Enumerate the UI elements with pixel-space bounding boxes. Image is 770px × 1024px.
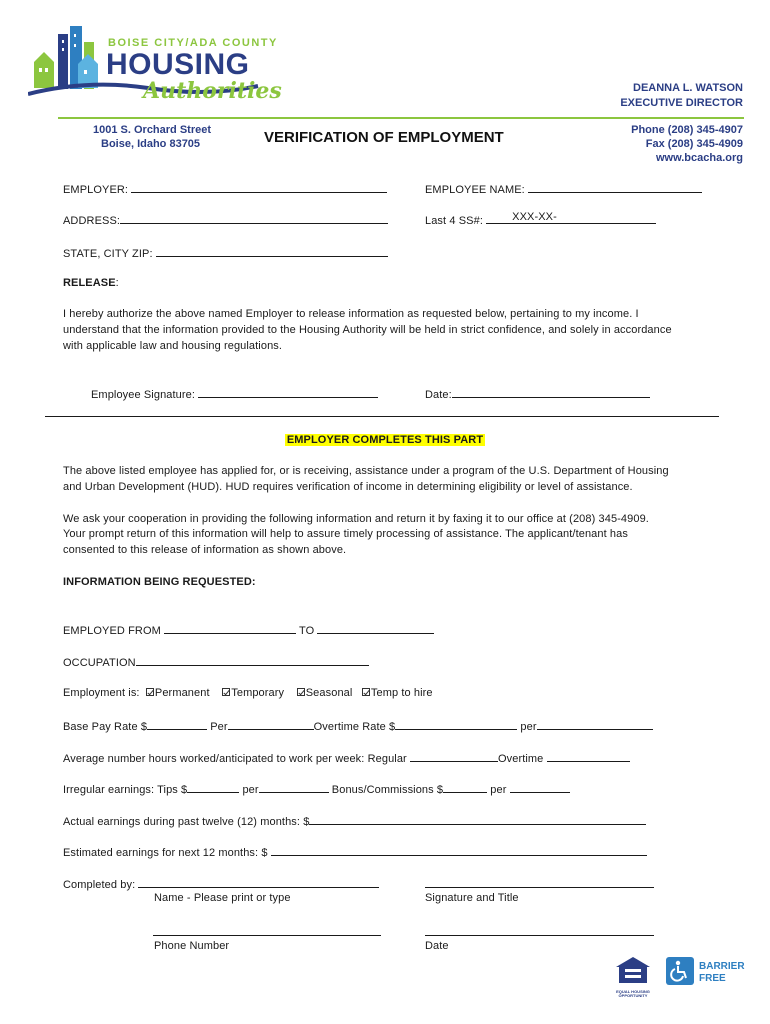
logo-script-text: Authorities <box>143 78 282 104</box>
signature-title-caption: Signature and Title <box>425 892 519 904</box>
employed-to-field[interactable] <box>317 622 434 634</box>
website: www.bcacha.org <box>655 152 743 164</box>
base-pay-per-label: Per <box>210 721 228 733</box>
overtime-rate-label: Overtime Rate $ <box>313 721 396 733</box>
permanent-label: Permanent <box>154 687 210 699</box>
fax-paragraph-line-2: Your prompt return of this information will help to assure timely processing of assistance. The applicant/tenant has <box>63 528 628 540</box>
employee-signature-label: Employee Signature: <box>91 389 196 401</box>
equal-housing-icon <box>614 955 652 985</box>
logo-main-text: HOUSING <box>106 48 250 81</box>
barrier-free-line-1: BARRIER <box>699 961 745 972</box>
bonus-per-field[interactable] <box>510 781 570 793</box>
temporary-label: Temporary <box>231 687 285 699</box>
bonus-per-label: per <box>490 784 507 796</box>
phone-number: Phone (208) 345-4907 <box>631 124 743 136</box>
employee-name-field[interactable] <box>528 181 702 193</box>
tips-field[interactable] <box>187 781 239 793</box>
employer-label: EMPLOYER: <box>63 184 129 196</box>
employee-signature-row <box>91 386 378 402</box>
equal-housing-text: EQUAL HOUSING OPPORTUNITY <box>616 989 650 998</box>
estimated-earnings-row <box>63 844 647 860</box>
release-heading <box>63 276 119 290</box>
occupation-row <box>63 654 369 670</box>
completed-by-name-field[interactable] <box>138 876 379 888</box>
employer-field[interactable] <box>131 181 387 193</box>
overtime-per-field[interactable] <box>537 718 653 730</box>
estimated-earnings-label: Estimated earnings for next 12 months: $ <box>63 847 268 859</box>
header-divider <box>58 117 744 119</box>
base-pay-row <box>63 718 653 734</box>
hud-paragraph-line-2: and Urban Development (HUD). HUD requires verification of income in determining eligibility or level of assistance. <box>63 481 633 493</box>
regular-hours-field[interactable] <box>410 750 498 762</box>
employee-date-row <box>425 386 650 402</box>
average-hours-row <box>63 750 630 766</box>
employment-type-label: Employment is: <box>63 687 140 699</box>
completed-by-label: Completed by: <box>63 879 136 891</box>
state-city-zip-field[interactable] <box>156 245 388 257</box>
ssn-field[interactable] <box>486 212 656 224</box>
overtime-rate-field[interactable] <box>395 718 517 730</box>
release-heading-text: RELEASE <box>63 277 116 289</box>
occupation-field[interactable] <box>136 654 369 666</box>
director-title: EXECUTIVE DIRECTOR <box>620 97 743 109</box>
release-heading-colon: : <box>115 277 119 289</box>
overtime-hours-label: Overtime <box>497 753 544 765</box>
actual-earnings-field[interactable] <box>309 813 646 825</box>
barrier-free-line-2: FREE <box>699 973 726 984</box>
completed-date-field[interactable] <box>425 923 654 936</box>
employed-to-label: TO <box>299 625 315 637</box>
bonus-label: Bonus/Commissions $ <box>331 784 444 796</box>
employee-name-row <box>425 181 702 197</box>
seasonal-checkbox[interactable] <box>297 688 305 696</box>
temp-to-hire-label: Temp to hire <box>370 687 433 699</box>
employer-row <box>63 181 387 197</box>
address-row <box>63 212 388 228</box>
base-pay-per-field[interactable] <box>228 718 314 730</box>
equal-housing-logo <box>614 955 652 998</box>
employed-from-field[interactable] <box>164 622 296 634</box>
release-text-line-3: with applicable law and housing regulations. <box>63 340 283 352</box>
phone-number-field[interactable] <box>153 923 381 936</box>
signature-title-field[interactable] <box>425 875 654 888</box>
actual-earnings-label: Actual earnings during past twelve (12) months: $ <box>63 816 310 828</box>
estimated-earnings-field[interactable] <box>271 844 647 856</box>
employed-from-row <box>63 622 434 638</box>
release-text-line-1: I hereby authorize the above named Employer to release information as requested below, pertaining to my income. I <box>63 308 639 320</box>
irregular-earnings-row <box>63 781 570 797</box>
address-line-1: 1001 S. Orchard Street <box>93 124 212 136</box>
agency-logo <box>28 24 282 106</box>
director-name: DEANNA L. WATSON <box>633 82 743 94</box>
employer-section-heading-text: EMPLOYER COMPLETES THIS PART <box>286 434 484 446</box>
release-text-line-2: understand that the information provided to the Housing Authority will be held in strict confidence, and solely in accordance <box>63 324 672 336</box>
employee-signature-field[interactable] <box>198 386 378 398</box>
temporary-checkbox[interactable] <box>222 688 230 696</box>
section-divider <box>45 416 719 417</box>
fax-number: Fax (208) 345-4909 <box>645 138 743 150</box>
date-caption: Date <box>425 940 449 952</box>
ssn-value: XXX-XX- <box>512 211 557 223</box>
page-title: VERIFICATION OF EMPLOYMENT <box>264 129 504 146</box>
average-hours-label: Average number hours worked/anticipated to work per week: Regular <box>63 753 407 765</box>
ssn-row <box>425 212 656 228</box>
seasonal-label: Seasonal <box>305 687 353 699</box>
fax-paragraph-line-1: We ask your cooperation in providing the following information and return it by faxing it to our office at (208) 345-4909. <box>63 513 649 525</box>
base-pay-label: Base Pay Rate $ <box>63 721 148 733</box>
address-label: ADDRESS: <box>63 215 121 227</box>
employee-date-field[interactable] <box>452 386 650 398</box>
base-pay-field[interactable] <box>147 718 207 730</box>
address-line-2: Boise, Idaho 83705 <box>101 138 201 150</box>
permanent-checkbox[interactable] <box>146 688 154 696</box>
occupation-label: OCCUPATION <box>63 657 136 669</box>
employed-from-label: EMPLOYED FROM <box>63 625 161 637</box>
tips-per-label: per <box>242 784 259 796</box>
state-city-zip-label: STATE, CITY ZIP: <box>63 248 153 260</box>
tips-per-field[interactable] <box>259 781 329 793</box>
name-print-caption: Name - Please print or type <box>154 892 291 904</box>
tips-label: Irregular earnings: Tips $ <box>63 784 188 796</box>
address-field[interactable] <box>120 212 388 224</box>
bonus-field[interactable] <box>443 781 487 793</box>
state-city-zip-row <box>63 245 388 261</box>
accessibility-icon <box>666 957 694 985</box>
phone-number-caption: Phone Number <box>154 940 230 952</box>
ssn-label: Last 4 SS#: <box>425 215 483 227</box>
actual-earnings-row <box>63 813 646 829</box>
logo-top-text: BOISE CITY/ADA COUNTY <box>108 37 278 49</box>
info-requested-heading: INFORMATION BEING REQUESTED: <box>63 576 256 588</box>
employee-date-label: Date: <box>425 389 452 401</box>
completed-by-row <box>63 876 379 892</box>
temp-to-hire-checkbox[interactable] <box>362 688 370 696</box>
overtime-hours-field[interactable] <box>547 750 630 762</box>
overtime-per-label: per <box>520 721 537 733</box>
employment-type-row <box>63 686 433 700</box>
hud-paragraph-line-1: The above listed employee has applied for, or is receiving, assistance under a program of the U.S. Department of Housing <box>63 465 669 477</box>
wheelchair-icon <box>666 957 694 985</box>
employee-name-label: EMPLOYEE NAME: <box>425 184 525 196</box>
fax-paragraph-line-3: consented to this release of information as shown above. <box>63 544 347 556</box>
employer-section-heading <box>0 433 770 447</box>
